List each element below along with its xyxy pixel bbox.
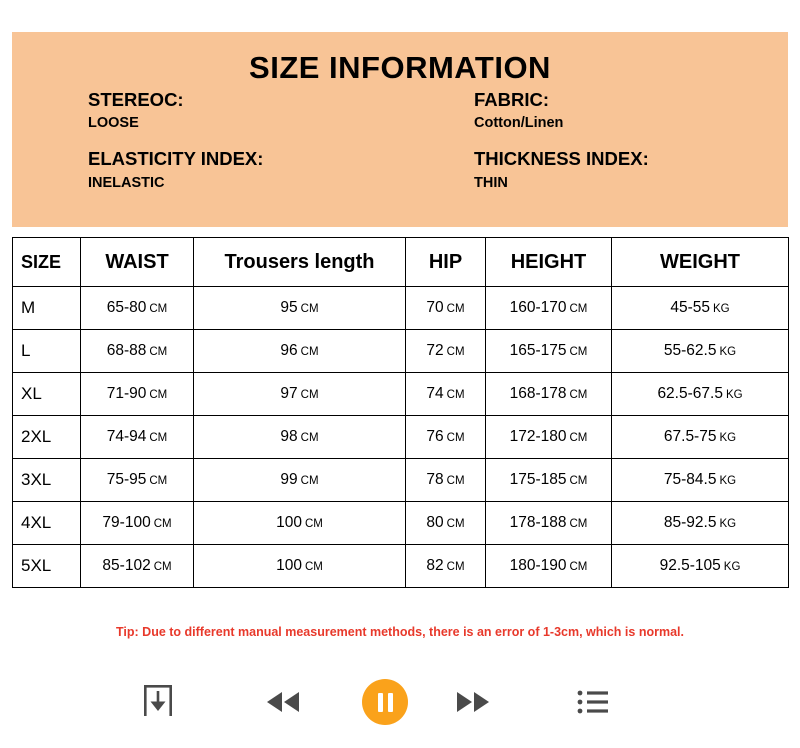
cell-waist-value: 71-90 bbox=[106, 385, 147, 402]
cell-hip-value: 76 bbox=[426, 428, 444, 445]
cell-length bbox=[194, 416, 406, 459]
cell-length-unit: CM bbox=[300, 475, 319, 487]
cell-length-value: 98 bbox=[280, 428, 298, 445]
size-table bbox=[12, 237, 789, 588]
spec-value-thickness-index: THIN bbox=[474, 174, 508, 191]
column-header-weight: WEIGHT bbox=[612, 238, 789, 287]
cell-weight bbox=[612, 416, 789, 459]
spec-label-fabric: FABRIC: bbox=[474, 89, 550, 110]
cell-weight bbox=[612, 287, 789, 330]
table-body bbox=[13, 287, 789, 588]
cell-height bbox=[486, 545, 612, 588]
cell-hip bbox=[406, 502, 486, 545]
spec-label-thickness-index: THICKNESS INDEX: bbox=[474, 148, 649, 170]
table-header-row bbox=[13, 238, 789, 287]
table-row bbox=[13, 373, 789, 416]
cell-length bbox=[194, 502, 406, 545]
cell-weight-value: 92.5-105 bbox=[659, 557, 721, 574]
cell-waist-value: 79-100 bbox=[102, 514, 151, 531]
download-icon bbox=[139, 682, 177, 722]
cell-length-unit: CM bbox=[304, 518, 323, 530]
cell-length-unit: CM bbox=[300, 346, 319, 358]
cell-waist bbox=[81, 287, 194, 330]
cell-height-unit: CM bbox=[569, 518, 588, 530]
size-chart bbox=[12, 237, 788, 588]
cell-height-unit: CM bbox=[569, 475, 588, 487]
rewind-button[interactable] bbox=[250, 672, 316, 732]
cell-weight bbox=[612, 545, 789, 588]
cell-height-value: 165-175 bbox=[509, 342, 567, 359]
cell-length bbox=[194, 459, 406, 502]
cell-weight bbox=[612, 502, 789, 545]
cell-size: 3XL bbox=[13, 459, 81, 502]
cell-waist bbox=[81, 502, 194, 545]
spec-value-elasticity-index: INELASTIC bbox=[88, 174, 165, 191]
spec-value-stereoc: LOOSE bbox=[88, 115, 139, 132]
cell-waist-unit: CM bbox=[149, 346, 168, 358]
spec-column-left bbox=[88, 90, 428, 192]
cell-length bbox=[194, 287, 406, 330]
cell-waist-value: 65-80 bbox=[106, 299, 147, 316]
cell-waist-unit: CM bbox=[153, 518, 172, 530]
media-control-bar bbox=[0, 672, 800, 742]
table-row bbox=[13, 330, 789, 373]
spec-column-right bbox=[474, 90, 800, 192]
cell-height-unit: CM bbox=[569, 346, 588, 358]
cell-height-value: 178-188 bbox=[509, 514, 567, 531]
cell-waist bbox=[81, 330, 194, 373]
cell-size: 2XL bbox=[13, 416, 81, 459]
cell-length-unit: CM bbox=[300, 303, 319, 315]
cell-length-unit: CM bbox=[300, 432, 319, 444]
cell-height-unit: CM bbox=[569, 303, 588, 315]
spec-label-stereoc: STEREOC: bbox=[88, 89, 184, 110]
cell-hip bbox=[406, 459, 486, 502]
cell-height-value: 172-180 bbox=[509, 428, 567, 445]
cell-waist-unit: CM bbox=[149, 475, 168, 487]
cell-length-value: 96 bbox=[280, 342, 298, 359]
cell-weight bbox=[612, 373, 789, 416]
cell-weight-value: 55-62.5 bbox=[663, 342, 717, 359]
cell-waist-value: 75-95 bbox=[106, 471, 147, 488]
cell-weight bbox=[612, 330, 789, 373]
spec-grid bbox=[12, 90, 788, 225]
cell-height bbox=[486, 373, 612, 416]
cell-waist-value: 68-88 bbox=[106, 342, 147, 359]
cell-hip bbox=[406, 373, 486, 416]
download-button[interactable] bbox=[125, 672, 191, 732]
cell-weight-unit: KG bbox=[719, 518, 737, 530]
cell-weight-unit: KG bbox=[719, 475, 737, 487]
cell-length bbox=[194, 330, 406, 373]
page-title: SIZE INFORMATION bbox=[249, 50, 551, 85]
cell-length-value: 100 bbox=[276, 514, 302, 531]
fast-forward-button[interactable] bbox=[440, 672, 506, 732]
cell-hip bbox=[406, 330, 486, 373]
cell-length-unit: CM bbox=[300, 389, 319, 401]
cell-length bbox=[194, 545, 406, 588]
size-information-panel bbox=[12, 32, 788, 227]
cell-size: 5XL bbox=[13, 545, 81, 588]
playlist-button[interactable] bbox=[560, 672, 626, 732]
cell-size: XL bbox=[13, 373, 81, 416]
cell-height-value: 175-185 bbox=[509, 471, 567, 488]
cell-weight-unit: KG bbox=[719, 432, 737, 444]
cell-hip-value: 82 bbox=[426, 557, 444, 574]
column-header-trousers-length: Trousers length bbox=[194, 238, 406, 287]
cell-weight-value: 85-92.5 bbox=[663, 514, 717, 531]
cell-hip-value: 80 bbox=[426, 514, 444, 531]
cell-height-unit: CM bbox=[569, 432, 588, 444]
cell-weight-unit: KG bbox=[719, 346, 737, 358]
column-header-height: HEIGHT bbox=[486, 238, 612, 287]
cell-waist-value: 85-102 bbox=[102, 557, 151, 574]
table-row bbox=[13, 459, 789, 502]
measurement-tip: Tip: Due to different manual measurement methods, there is an error of 1-3cm, which is normal. bbox=[116, 625, 684, 639]
cell-waist bbox=[81, 416, 194, 459]
cell-weight-value: 75-84.5 bbox=[663, 471, 717, 488]
cell-height-value: 160-170 bbox=[509, 299, 567, 316]
cell-height bbox=[486, 459, 612, 502]
table-row bbox=[13, 502, 789, 545]
table-row bbox=[13, 287, 789, 330]
cell-height-value: 180-190 bbox=[509, 557, 567, 574]
cell-hip-value: 78 bbox=[426, 471, 444, 488]
cell-hip-unit: CM bbox=[446, 561, 465, 573]
play-pause-circle bbox=[362, 679, 408, 725]
playlist-icon bbox=[576, 688, 610, 716]
cell-weight-unit: KG bbox=[713, 303, 730, 315]
cell-waist-value: 74-94 bbox=[106, 428, 147, 445]
table-header bbox=[13, 238, 789, 287]
cell-weight bbox=[612, 459, 789, 502]
cell-waist bbox=[81, 545, 194, 588]
play-pause-button[interactable] bbox=[352, 672, 418, 732]
spec-label-elasticity-index: ELASTICITY INDEX: bbox=[88, 148, 264, 170]
cell-waist-unit: CM bbox=[149, 389, 168, 401]
rewind-icon bbox=[263, 689, 303, 715]
cell-hip-unit: CM bbox=[446, 303, 465, 315]
pause-icon bbox=[378, 693, 393, 712]
cell-waist bbox=[81, 459, 194, 502]
cell-weight-value: 45-55 bbox=[670, 299, 711, 316]
cell-height bbox=[486, 330, 612, 373]
column-header-waist: WAIST bbox=[81, 238, 194, 287]
cell-length-value: 99 bbox=[280, 471, 298, 488]
cell-length bbox=[194, 373, 406, 416]
cell-size: L bbox=[13, 330, 81, 373]
spec-value-fabric: Cotton/Linen bbox=[474, 115, 564, 132]
cell-hip-unit: CM bbox=[446, 346, 465, 358]
cell-hip-unit: CM bbox=[446, 518, 465, 530]
cell-waist-unit: CM bbox=[149, 303, 168, 315]
cell-height bbox=[486, 287, 612, 330]
cell-length-value: 97 bbox=[280, 385, 298, 402]
column-header-size: SIZE bbox=[13, 238, 81, 287]
cell-length-unit: CM bbox=[304, 561, 323, 573]
cell-size: 4XL bbox=[13, 502, 81, 545]
cell-height-unit: CM bbox=[569, 389, 588, 401]
cell-waist bbox=[81, 373, 194, 416]
column-header-hip: HIP bbox=[406, 238, 486, 287]
cell-hip-value: 74 bbox=[426, 385, 444, 402]
cell-hip bbox=[406, 545, 486, 588]
cell-weight-value: 62.5-67.5 bbox=[657, 385, 723, 402]
cell-hip-value: 72 bbox=[426, 342, 444, 359]
cell-length-value: 100 bbox=[276, 557, 302, 574]
cell-size: M bbox=[13, 287, 81, 330]
cell-weight-unit: KG bbox=[723, 561, 741, 573]
table-row bbox=[13, 545, 789, 588]
cell-height-unit: CM bbox=[569, 561, 588, 573]
cell-waist-unit: CM bbox=[149, 432, 168, 444]
table-row bbox=[13, 416, 789, 459]
cell-height bbox=[486, 502, 612, 545]
cell-hip-value: 70 bbox=[426, 299, 444, 316]
cell-hip bbox=[406, 416, 486, 459]
cell-weight-unit: KG bbox=[725, 389, 743, 401]
cell-length-value: 95 bbox=[280, 299, 298, 316]
cell-weight-value: 67.5-75 bbox=[663, 428, 717, 445]
cell-height-value: 168-178 bbox=[509, 385, 567, 402]
fast-forward-icon bbox=[453, 689, 493, 715]
cell-hip-unit: CM bbox=[446, 389, 465, 401]
cell-hip bbox=[406, 287, 486, 330]
cell-hip-unit: CM bbox=[446, 432, 465, 444]
cell-waist-unit: CM bbox=[153, 561, 172, 573]
cell-hip-unit: CM bbox=[446, 475, 465, 487]
cell-height bbox=[486, 416, 612, 459]
